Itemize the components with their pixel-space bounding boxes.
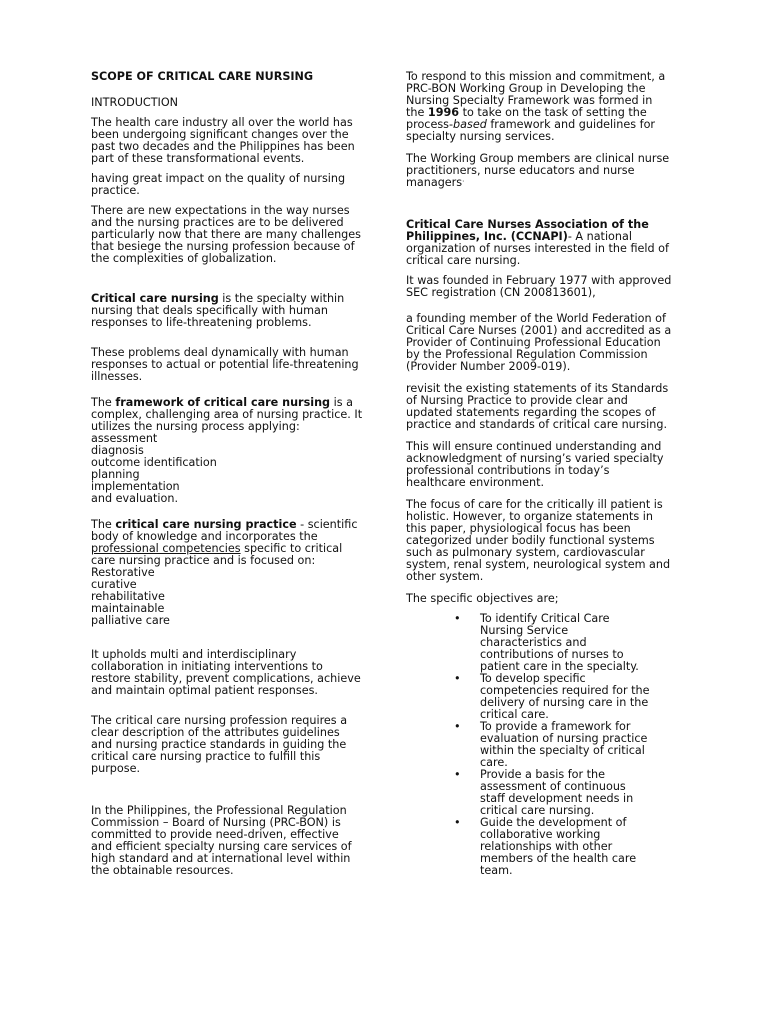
upholds-paragraph: It upholds multi and interdisciplinary collaboration in initiating interventions to restore stability, prevent complications, achieve and maintain optimal patient responses. [91, 648, 361, 697]
document-title: SCOPE OF CRITICAL CARE NURSING [91, 70, 314, 83]
bullet-icon: • [454, 816, 461, 829]
focus-item: maintainable [91, 602, 165, 615]
founded-paragraph: It was founded in February 1977 with approved SEC registration (CN 200813601), [406, 274, 672, 299]
nursing-process-list [91, 433, 363, 505]
process-step: assessment [91, 432, 158, 445]
intro-paragraph-1: The health care industry all over the world has been undergoing significant changes over the past two decades and the Philippines has been part of these transformational events. [91, 116, 355, 165]
left-column [91, 71, 363, 877]
critical-care-nursing-definition: Critical care nursing is the specialty within nursing that deals specifically with human responses to life-threatening problems. [91, 292, 345, 329]
process-step: planning [91, 468, 140, 481]
process-step: and evaluation. [91, 492, 179, 505]
objective-item: • To identify Critical Care Nursing Service characteristics and contributions of nurses to patient care in the specialty. [454, 612, 639, 673]
prc-bon-paragraph: In the Philippines, the Professional Regulation Commission – Board of Nursing (PRC-BON) is committed to provide need-driven, effective and efficient specialty nursing care services of high standard and at international level within the obtainable resources. [91, 804, 352, 877]
objective-item: • To develop specific competencies required for the delivery of nursing care in the critical care. [454, 672, 650, 721]
process-step: outcome identification [91, 456, 217, 469]
framework-paragraph: The framework of critical care nursing is a complex, challenging area of nursing practice. It utilizes the nursing process applying: [91, 396, 363, 433]
focus-item: palliative care [91, 614, 170, 627]
focus-item: rehabilitative [91, 590, 165, 603]
focus-item: curative [91, 578, 137, 591]
objective-item: • Provide a basis for the assessment of continuous staff development needs in critical care nursing. [454, 768, 634, 817]
bullet-icon: • [454, 672, 461, 685]
founding-member-paragraph: a founding member of the World Federation of Critical Care Nurses (2001) and accredited as a Provider of Continuing Professional Education by the Professional Regulation Commission (Provider Number 2009-019). [406, 312, 672, 373]
intro-paragraph-2: having great impact on the quality of nursing practice. [91, 172, 346, 197]
introduction-heading: INTRODUCTION [91, 96, 179, 109]
revisit-paragraph: revisit the existing statements of its Standards of Nursing Practice to provide clear and updated statements regarding the scopes of practice and standards of critical care nursing. [406, 382, 669, 431]
process-step: diagnosis [91, 444, 144, 457]
objective-item: • Guide the development of collaborative working relationships with other members of the health care team. [454, 816, 637, 877]
bullet-icon: • [454, 768, 461, 781]
objectives-heading: The specific objectives are; [406, 592, 559, 605]
process-step: implementation [91, 480, 180, 493]
right-column [406, 71, 672, 877]
problems-paragraph: These problems deal dynamically with human responses to actual or potential life-threatening illnesses. [91, 346, 359, 383]
practice-focus-list [91, 567, 363, 627]
focus-of-care-paragraph: The focus of care for the critically ill patient is holistic. However, to organize statements in this paper, physiological focus has been categorized under bodily functional systems such as pulmonary system, cardiovascular system, renal system, neurological system and other system. [406, 498, 671, 583]
bullet-icon: • [454, 612, 461, 625]
profession-paragraph: The critical care nursing profession requires a clear description of the attributes guidelines and nursing practice standards in guiding the critical care nursing practice to fulfill this purpose. [91, 714, 348, 775]
practice-paragraph: The critical care nursing practice - scientific body of knowledge and incorporates the professional competencies specific to critical care nursing practice and is focused on: [91, 518, 358, 567]
objectives-list [406, 613, 672, 877]
professional-competencies-link[interactable]: professional competencies [91, 542, 241, 555]
intro-paragraph-3: There are new expectations in the way nurses and the nursing practices are to be delivered particularly now that there are many challenges that besiege the nursing profession because of the complexities of globalization. [91, 204, 361, 265]
working-group-paragraph: The Working Group members are clinical nurse practitioners, nurse educators and nurse managers. [406, 152, 670, 189]
respond-paragraph: To respond to this mission and commitment, a PRC-BON Working Group in Developing the Nursing Specialty Framework was formed in the 1996 to take on the task of setting the process-based framework and guidelines for specialty nursing services. [406, 70, 666, 143]
ensure-paragraph: This will ensure continued understanding and acknowledgment of nursing’s varied specialty professional contributions in today’s healthcare environment. [406, 440, 664, 489]
bullet-icon: • [454, 720, 461, 733]
focus-item: Restorative [91, 566, 155, 579]
ccnapi-paragraph: Critical Care Nurses Association of the Philippines, Inc. (CCNAPI)- A national organization of nurses interested in the field of critical care nursing. [406, 218, 669, 267]
objective-item: • To provide a framework for evaluation of nursing practice within the specialty of critical care. [454, 720, 648, 769]
